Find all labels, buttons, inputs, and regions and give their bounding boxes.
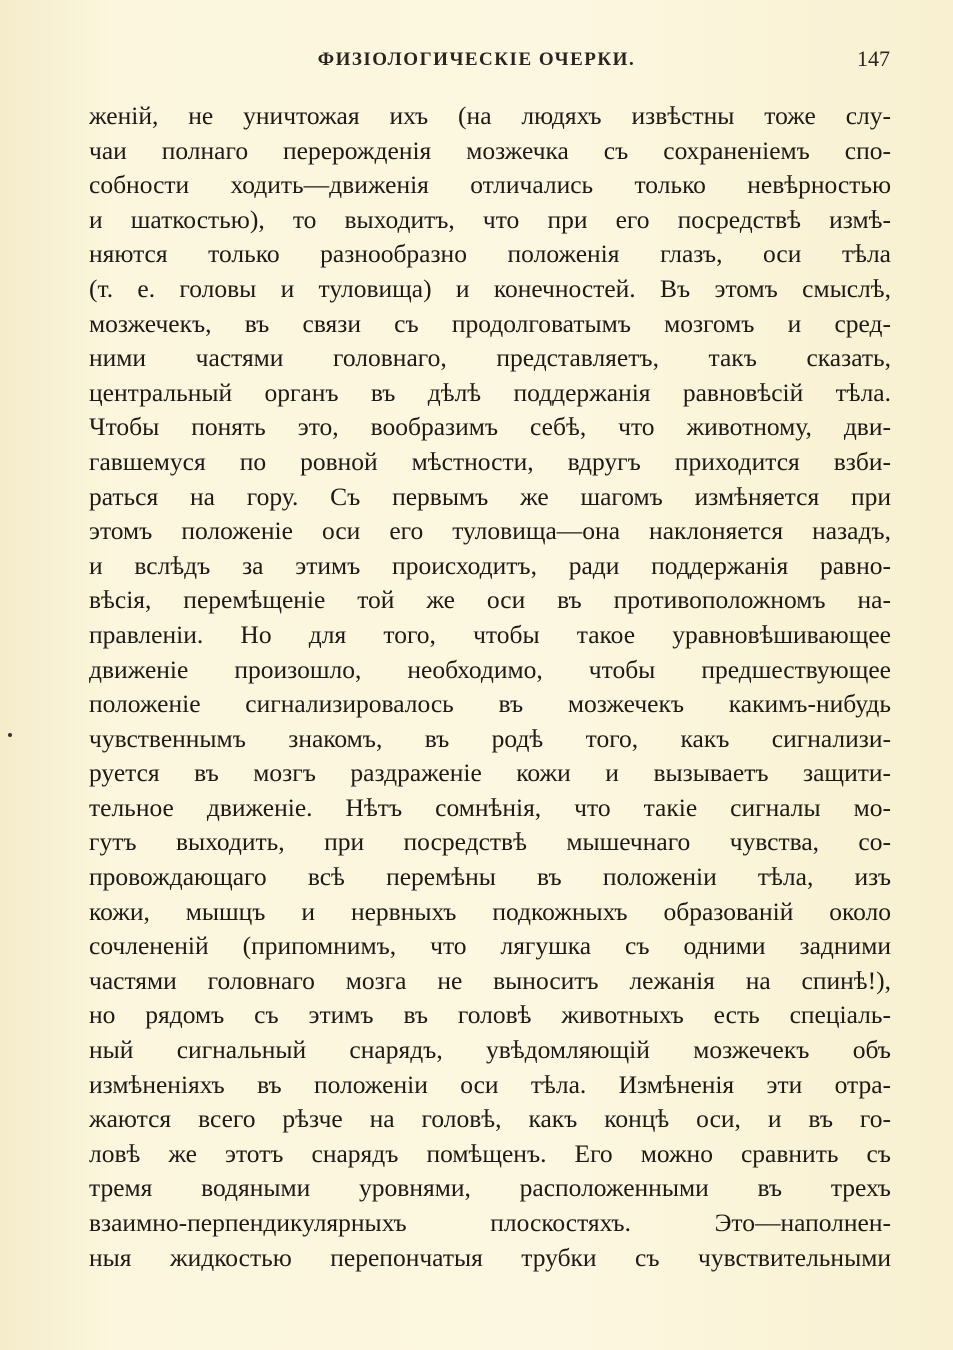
text-line: чаи полнаго перерожденія мозжечка съ сохраненіемъ спо-	[89, 135, 891, 165]
text-line: тельное движеніе. Нѣтъ сомнѣнія, что такіе сигналы мо-	[89, 792, 891, 822]
text-line: (т. е. головы и туловища) и конечностей. Въ этомъ смыслѣ,	[89, 273, 891, 303]
text-line: частями головнаго мозга не выноситъ лежанія на спинѣ!),	[89, 965, 891, 995]
text-line: движеніе произошло, необходимо, чтобы предшествующее	[89, 654, 891, 684]
text-line: тремя водяными уровнями, расположенными въ трехъ	[89, 1173, 891, 1203]
text-line: измѣненіяхъ въ положеніи оси тѣла. Измѣненія эти отра-	[89, 1069, 891, 1099]
body-text	[89, 99, 891, 1275]
text-line: няются только разнообразно положенія глазъ, оси тѣла	[89, 239, 891, 269]
text-line: ный сигнальный снарядъ, увѣдомляющій мозжечекъ объ	[89, 1035, 891, 1065]
text-line: положеніе сигнализировалось въ мозжечекъ какимъ-нибудь	[89, 689, 891, 719]
text-line: руется въ мозгъ раздраженіе кожи и вызываетъ защити-	[89, 758, 891, 788]
margin-speck	[8, 733, 12, 737]
text-line: ними частями головнаго, представляетъ, такъ сказать,	[89, 343, 891, 373]
text-line: провождающаго всѣ перемѣны въ положеніи тѣла, изъ	[89, 862, 891, 892]
text-line: этомъ положеніе оси его туловища—она наклоняется назадъ,	[89, 516, 891, 546]
text-line: центральный органъ въ дѣлѣ поддержанія равновѣсій тѣла.	[89, 377, 891, 407]
page-number: 147	[857, 46, 890, 71]
text-line: гутъ выходить, при посредствѣ мышечнаго чувства, со-	[89, 827, 891, 857]
text-line: взаимно-перпендикулярныхъ плоскостяхъ. Это—наполнен-	[89, 1208, 891, 1237]
text-line: мозжечекъ, въ связи съ продолговатымъ мозгомъ и сред-	[89, 308, 891, 338]
text-line: и шаткостью), то выходитъ, что при его посредствѣ измѣ-	[89, 204, 891, 234]
text-line: Чтобы понять это, вообразимъ себѣ, что животному, дви-	[89, 412, 891, 442]
text-line: ловѣ же этотъ снарядъ помѣщенъ. Его можно сравнить съ	[89, 1138, 891, 1168]
text-line: и вслѣдъ за этимъ происходитъ, ради поддержанія равно-	[89, 550, 891, 580]
text-line: жаются всего рѣзче на головѣ, какъ концѣ оси, и въ го-	[89, 1104, 891, 1134]
text-line: вѣсія, перемѣщеніе той же оси въ противоположномъ на-	[89, 585, 891, 615]
text-line: ныя жидкостью перепончатыя трубки съ чувствительными	[89, 1242, 891, 1272]
text-line: гавшемуся по ровной мѣстности, вдругъ приходится взби-	[89, 446, 891, 476]
text-line: чувственнымъ знакомъ, въ родѣ того, какъ сигнализи-	[89, 723, 891, 753]
text-line: женій, не уничтожая ихъ (на людяхъ извѣстны тоже слу-	[89, 101, 891, 130]
text-line: раться на гору. Съ первымъ же шагомъ измѣняется при	[89, 481, 891, 511]
text-line: сочлененій (припомнимъ, что лягушка съ одними задними	[89, 931, 891, 961]
running-header-title: ФИЗІОЛОГИЧЕСКІЕ ОЧЕРКИ.	[317, 49, 636, 70]
text-line: но рядомъ съ этимъ въ головѣ животныхъ есть спеціаль-	[89, 1000, 891, 1030]
text-line: собности ходить—движенія отличались только невѣрностью	[89, 170, 891, 200]
text-line: правленіи. Но для того, чтобы такое уравновѣшивающее	[89, 619, 891, 649]
text-line: кожи, мышцъ и нервныхъ подкожныхъ образованій около	[89, 896, 891, 926]
